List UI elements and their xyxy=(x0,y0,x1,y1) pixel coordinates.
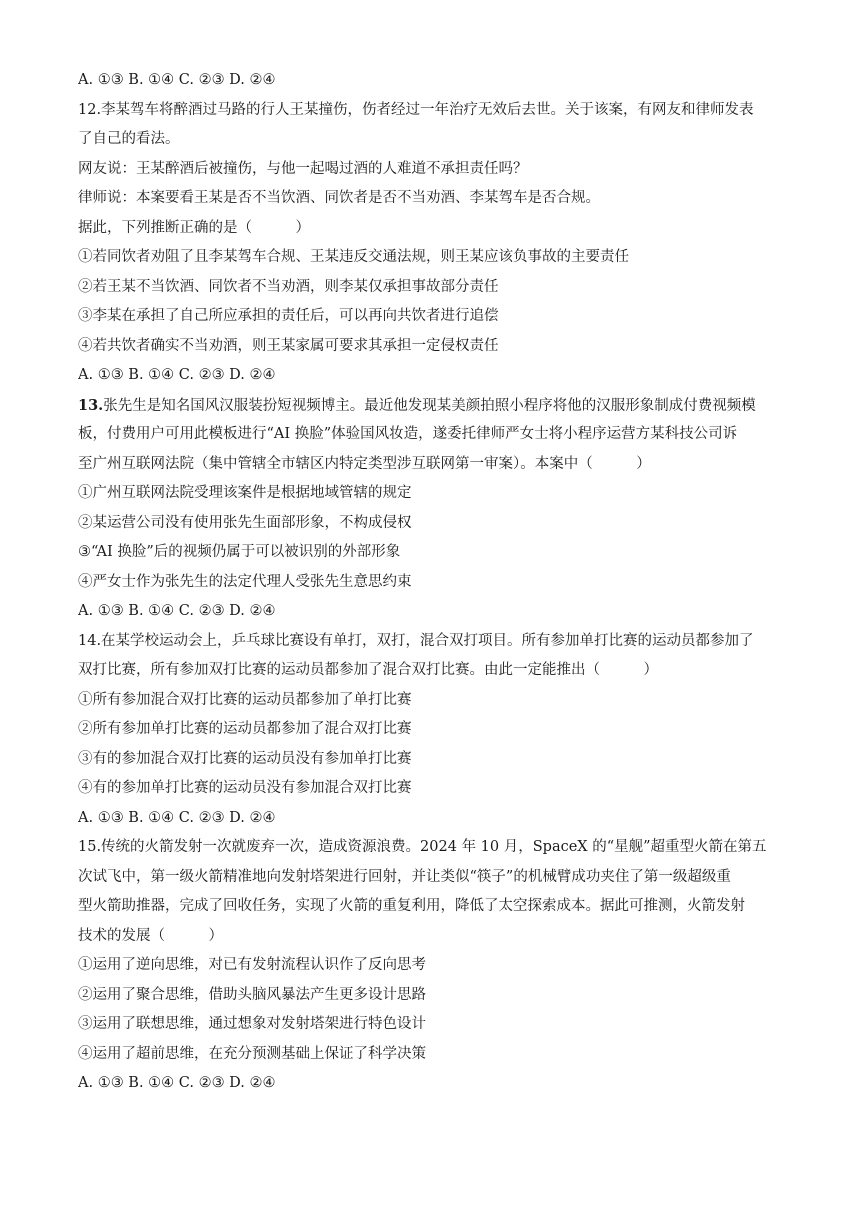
q13-option-2: ②某运营公司没有使用张先生面部形象，不构成侵权 xyxy=(78,514,412,531)
q12-answer-choices: A. ①③ B. ①④ C. ②③ D. ②④ xyxy=(78,367,276,383)
previous-question-answers: A. ①③ B. ①④ C. ②③ D. ②④ xyxy=(78,72,276,88)
q13-number: 13. xyxy=(78,396,104,414)
q12-option-3: ③李某在承担了自己所应承担的责任后，可以再向共饮者进行追偿 xyxy=(78,308,499,324)
q15-option-1: ①运用了逆向思维，对已有发射流程认识作了反向思考 xyxy=(78,957,426,973)
q14-stem-line: 14.在某学校运动会上，乒乓球比赛设有单打，双打，混合双打项目。所有参加单打比赛的运动员都参加了 xyxy=(78,632,754,649)
q15-option-2: ②运用了聚合思维，借助头脑风暴法产生更多设计思路 xyxy=(78,986,426,1003)
q15-stem-line: 15.传统的火箭发射一次就废弃一次，造成资源浪费。2024 年 10 月，SpaceX 的“星舰”超重型火箭在第五 xyxy=(78,839,767,855)
q15-stem-line: 型火箭助推器，完成了回收任务，实现了火箭的重复利用，降低了太空探索成本。据此可推测，火箭发射 xyxy=(78,898,745,914)
q13-stem-text: 张先生是知名国风汉服装扮短视频博主。最近他发现某美颜拍照小程序将他的汉服形象制成付费视频模 xyxy=(103,397,756,414)
q13-answer-choices: A. ①③ B. ①④ C. ②③ D. ②④ xyxy=(78,603,276,619)
question-14 xyxy=(78,627,784,834)
question-13 xyxy=(78,391,784,627)
q13-option-3: ③“AI 换脸”后的视频仍属于可以被识别的外部形象 xyxy=(78,544,401,560)
q15-option-3: ③运用了联想思维，通过想象对发射塔架进行特色设计 xyxy=(78,1016,426,1032)
q14-option-4: ④有的参加单打比赛的运动员没有参加混合双打比赛 xyxy=(78,780,412,796)
q15-option-4: ④运用了超前思维，在充分预测基础上保证了科学决策 xyxy=(78,1045,426,1062)
q14-option-3: ③有的参加混合双打比赛的运动员没有参加单打比赛 xyxy=(78,750,412,767)
q13-option-4: ④严女士作为张先生的法定代理人受张先生意思约束 xyxy=(78,573,412,590)
q12-option-4: ④若共饮者确实不当劝酒，则王某家属可要求其承担一定侵权责任 xyxy=(78,337,499,354)
q12-stem-line: 12.李某驾车将醉酒过马路的行人王某撞伤，伤者经过一年治疗无效后去世。关于该案，有网友和律师发表 xyxy=(78,101,754,118)
q14-option-2: ②所有参加单打比赛的运动员都参加了混合双打比赛 xyxy=(78,721,412,737)
q12-stem-line: 律师说：本案要看王某是否不当饮酒、同饮者是否不当劝酒、李某驾车是否合规。 xyxy=(78,190,600,206)
q15-answer-choices: A. ①③ B. ①④ C. ②③ D. ②④ xyxy=(78,1075,276,1091)
q12-stem-line: 了自己的看法。 xyxy=(78,131,180,147)
q12-option-1: ①若同饮者劝阻了且李某驾车合规、王某违反交通法规，则王某应该负事故的主要责任 xyxy=(78,249,629,265)
q12-stem-line: 据此，下列推断正确的是（ ） xyxy=(78,219,310,236)
q14-option-1: ①所有参加混合双打比赛的运动员都参加了单打比赛 xyxy=(78,691,412,708)
q14-answer-choices: A. ①③ B. ①④ C. ②③ D. ②④ xyxy=(78,809,276,826)
q12-stem-line: 网友说：王某醉酒后被撞伤，与他一起喝过酒的人难道不承担责任吗？ xyxy=(78,160,528,177)
q13-stem-line: 至广州互联网法院（集中管辖全市辖区内特定类型涉互联网第一审案）。本案中（ ） xyxy=(78,455,651,472)
q14-stem-line: 双打比赛，所有参加双打比赛的运动员都参加了混合双打比赛。由此一定能推出（ ） xyxy=(78,662,658,678)
question-15 xyxy=(78,833,784,1099)
q15-stem-line: 次试飞中，第一级火箭精准地向发射塔架进行回射，并让类似“筷子”的机械臂成功夹住了第一级超级重 xyxy=(78,868,731,885)
question-12 xyxy=(78,96,784,391)
q13-stem-line xyxy=(78,391,784,421)
q12-option-2: ②若王某不当饮酒、同饮者不当劝酒，则李某仅承担事故部分责任 xyxy=(78,278,499,295)
q13-stem-line: 板，付费用户可用此模板进行“AI 换脸”体验国风妆造，遂委托律师严女士将小程序运营方某科技公司诉 xyxy=(78,426,738,442)
q15-stem-line: 技术的发展（ ） xyxy=(78,927,223,944)
q13-option-1: ①广州互联网法院受理该案件是根据地域管辖的规定 xyxy=(78,485,412,501)
